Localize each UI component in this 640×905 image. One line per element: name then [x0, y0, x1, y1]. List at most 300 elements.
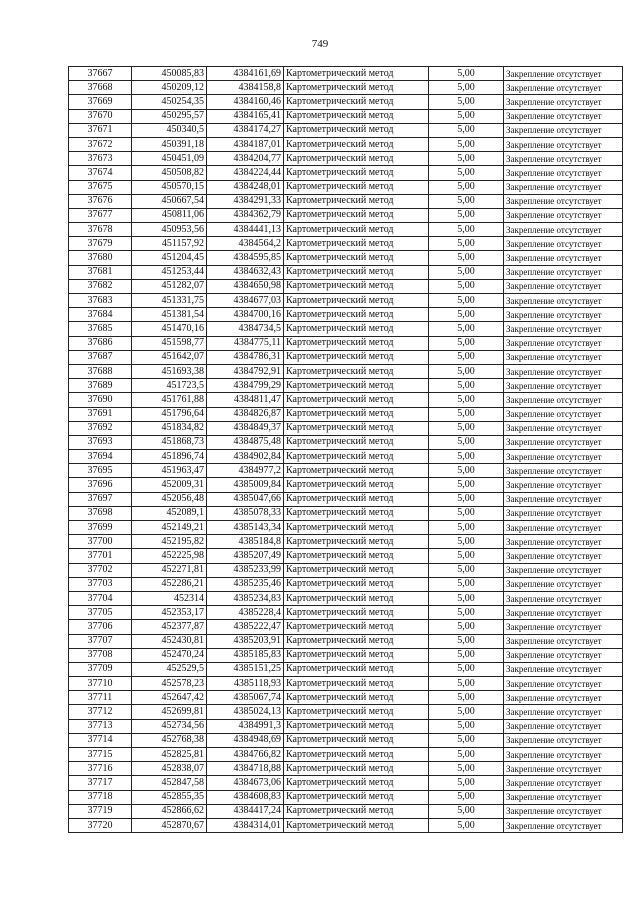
method-cell: Картометрический метод — [284, 620, 429, 634]
method-cell: Картометрический метод — [284, 180, 429, 194]
point-number-cell: 37706 — [69, 620, 132, 634]
y-coordinate-cell: 4384700,16 — [207, 308, 284, 322]
y-coordinate-cell: 4384811,47 — [207, 393, 284, 407]
y-coordinate-cell: 4384632,43 — [207, 265, 284, 279]
table-row — [69, 535, 623, 549]
x-coordinate-cell: 452768,38 — [132, 733, 207, 747]
point-number-cell: 37696 — [69, 478, 132, 492]
point-number-cell: 37685 — [69, 322, 132, 336]
method-cell: Картометрический метод — [284, 577, 429, 591]
point-number-cell: 37683 — [69, 294, 132, 308]
x-coordinate-cell: 452866,62 — [132, 804, 207, 818]
method-cell: Картометрический метод — [284, 379, 429, 393]
table-row — [69, 294, 623, 308]
point-number-cell: 37667 — [69, 67, 132, 81]
table-row — [69, 620, 623, 634]
accuracy-cell: 5,00 — [429, 776, 504, 790]
table-row — [69, 549, 623, 563]
method-cell: Картометрический метод — [284, 535, 429, 549]
y-coordinate-cell: 4384595,85 — [207, 251, 284, 265]
point-number-cell: 37690 — [69, 393, 132, 407]
y-coordinate-cell: 4384160,46 — [207, 95, 284, 109]
accuracy-cell: 5,00 — [429, 152, 504, 166]
table-row — [69, 279, 623, 293]
method-cell: Картометрический метод — [284, 790, 429, 804]
method-cell: Картометрический метод — [284, 194, 429, 208]
fixation-cell: Закрепление отсутствует — [504, 563, 623, 577]
accuracy-cell: 5,00 — [429, 322, 504, 336]
fixation-cell: Закрепление отсутствует — [504, 662, 623, 676]
method-cell: Картометрический метод — [284, 208, 429, 222]
accuracy-cell: 5,00 — [429, 691, 504, 705]
table-row — [69, 194, 623, 208]
x-coordinate-cell: 452870,67 — [132, 818, 207, 832]
fixation-cell: Закрепление отсутствует — [504, 818, 623, 832]
fixation-cell: Закрепление отсутствует — [504, 790, 623, 804]
table-row — [69, 748, 623, 762]
point-number-cell: 37670 — [69, 109, 132, 123]
x-coordinate-cell: 452847,58 — [132, 776, 207, 790]
x-coordinate-cell: 452838,07 — [132, 762, 207, 776]
fixation-cell: Закрепление отсутствует — [504, 677, 623, 691]
point-number-cell: 37672 — [69, 137, 132, 151]
y-coordinate-cell: 4385222,47 — [207, 620, 284, 634]
x-coordinate-cell: 451282,07 — [132, 279, 207, 293]
fixation-cell: Закрепление отсутствует — [504, 691, 623, 705]
x-coordinate-cell: 452470,24 — [132, 648, 207, 662]
x-coordinate-cell: 452529,5 — [132, 662, 207, 676]
fixation-cell: Закрепление отсутствует — [504, 535, 623, 549]
fixation-cell: Закрепление отсутствует — [504, 279, 623, 293]
point-number-cell: 37719 — [69, 804, 132, 818]
accuracy-cell: 5,00 — [429, 237, 504, 251]
x-coordinate-cell: 452578,23 — [132, 677, 207, 691]
accuracy-cell: 5,00 — [429, 336, 504, 350]
table-row — [69, 336, 623, 350]
accuracy-cell: 5,00 — [429, 648, 504, 662]
fixation-cell: Закрепление отсутствует — [504, 606, 623, 620]
method-cell: Картометрический метод — [284, 733, 429, 747]
table-row — [69, 322, 623, 336]
method-cell: Картометрический метод — [284, 804, 429, 818]
y-coordinate-cell: 4384875,48 — [207, 435, 284, 449]
fixation-cell: Закрепление отсутствует — [504, 804, 623, 818]
method-cell: Картометрический метод — [284, 662, 429, 676]
accuracy-cell: 5,00 — [429, 677, 504, 691]
x-coordinate-cell: 451331,75 — [132, 294, 207, 308]
table-row — [69, 677, 623, 691]
fixation-cell: Закрепление отсутствует — [504, 748, 623, 762]
fixation-cell: Закрепление отсутствует — [504, 251, 623, 265]
y-coordinate-cell: 4384775,11 — [207, 336, 284, 350]
point-number-cell: 37674 — [69, 166, 132, 180]
fixation-cell: Закрепление отсутствует — [504, 322, 623, 336]
method-cell: Картометрический метод — [284, 421, 429, 435]
x-coordinate-cell: 450295,57 — [132, 109, 207, 123]
method-cell: Картометрический метод — [284, 464, 429, 478]
fixation-cell: Закрепление отсутствует — [504, 620, 623, 634]
y-coordinate-cell: 4384977,2 — [207, 464, 284, 478]
x-coordinate-cell: 450953,56 — [132, 223, 207, 237]
table-row — [69, 265, 623, 279]
y-coordinate-cell: 4385024,13 — [207, 705, 284, 719]
y-coordinate-cell: 4385047,66 — [207, 492, 284, 506]
table-row — [69, 152, 623, 166]
x-coordinate-cell: 452271,81 — [132, 563, 207, 577]
method-cell: Картометрический метод — [284, 762, 429, 776]
table-row — [69, 379, 623, 393]
x-coordinate-cell: 450085,83 — [132, 67, 207, 81]
method-cell: Картометрический метод — [284, 521, 429, 535]
point-number-cell: 37710 — [69, 677, 132, 691]
method-cell: Картометрический метод — [284, 137, 429, 151]
accuracy-cell: 5,00 — [429, 762, 504, 776]
point-number-cell: 37695 — [69, 464, 132, 478]
accuracy-cell: 5,00 — [429, 563, 504, 577]
point-number-cell: 37712 — [69, 705, 132, 719]
x-coordinate-cell: 451723,5 — [132, 379, 207, 393]
table-row — [69, 109, 623, 123]
fixation-cell: Закрепление отсутствует — [504, 308, 623, 322]
y-coordinate-cell: 4384650,98 — [207, 279, 284, 293]
x-coordinate-cell: 452314 — [132, 591, 207, 605]
fixation-cell: Закрепление отсутствует — [504, 506, 623, 520]
fixation-cell: Закрепление отсутствует — [504, 478, 623, 492]
fixation-cell: Закрепление отсутствует — [504, 180, 623, 194]
method-cell: Картометрический метод — [284, 478, 429, 492]
x-coordinate-cell: 452430,81 — [132, 634, 207, 648]
table-row — [69, 350, 623, 364]
point-number-cell: 37713 — [69, 719, 132, 733]
method-cell: Картометрический метод — [284, 223, 429, 237]
accuracy-cell: 5,00 — [429, 421, 504, 435]
point-number-cell: 37692 — [69, 421, 132, 435]
x-coordinate-cell: 451598,77 — [132, 336, 207, 350]
accuracy-cell: 5,00 — [429, 535, 504, 549]
y-coordinate-cell: 4385185,83 — [207, 648, 284, 662]
fixation-cell: Закрепление отсутствует — [504, 421, 623, 435]
accuracy-cell: 5,00 — [429, 606, 504, 620]
point-number-cell: 37687 — [69, 350, 132, 364]
table-row — [69, 67, 623, 81]
point-number-cell: 37678 — [69, 223, 132, 237]
table-row — [69, 421, 623, 435]
method-cell: Картометрический метод — [284, 634, 429, 648]
y-coordinate-cell: 4385235,46 — [207, 577, 284, 591]
table-row — [69, 166, 623, 180]
fixation-cell: Закрепление отсутствует — [504, 166, 623, 180]
accuracy-cell: 5,00 — [429, 379, 504, 393]
x-coordinate-cell: 451796,64 — [132, 407, 207, 421]
accuracy-cell: 5,00 — [429, 109, 504, 123]
table-row — [69, 308, 623, 322]
y-coordinate-cell: 4384734,5 — [207, 322, 284, 336]
y-coordinate-cell: 4384673,06 — [207, 776, 284, 790]
point-number-cell: 37717 — [69, 776, 132, 790]
accuracy-cell: 5,00 — [429, 364, 504, 378]
x-coordinate-cell: 452195,82 — [132, 535, 207, 549]
method-cell: Картометрический метод — [284, 677, 429, 691]
accuracy-cell: 5,00 — [429, 208, 504, 222]
point-number-cell: 37701 — [69, 549, 132, 563]
y-coordinate-cell: 4385207,49 — [207, 549, 284, 563]
method-cell: Картометрический метод — [284, 492, 429, 506]
method-cell: Картометрический метод — [284, 152, 429, 166]
y-coordinate-cell: 4384187,01 — [207, 137, 284, 151]
x-coordinate-cell: 450811,06 — [132, 208, 207, 222]
table-row — [69, 506, 623, 520]
y-coordinate-cell: 4384165,41 — [207, 109, 284, 123]
y-coordinate-cell: 4384291,33 — [207, 194, 284, 208]
point-number-cell: 37705 — [69, 606, 132, 620]
y-coordinate-cell: 4384766,82 — [207, 748, 284, 762]
y-coordinate-cell: 4385009,84 — [207, 478, 284, 492]
accuracy-cell: 5,00 — [429, 634, 504, 648]
point-number-cell: 37707 — [69, 634, 132, 648]
x-coordinate-cell: 452377,87 — [132, 620, 207, 634]
accuracy-cell: 5,00 — [429, 804, 504, 818]
x-coordinate-cell: 452056,48 — [132, 492, 207, 506]
y-coordinate-cell: 4384248,01 — [207, 180, 284, 194]
fixation-cell: Закрепление отсутствует — [504, 464, 623, 478]
table-row — [69, 521, 623, 535]
fixation-cell: Закрепление отсутствует — [504, 237, 623, 251]
fixation-cell: Закрепление отсутствует — [504, 194, 623, 208]
table-row — [69, 208, 623, 222]
page-number: 749 — [311, 38, 329, 50]
accuracy-cell: 5,00 — [429, 137, 504, 151]
point-number-cell: 37688 — [69, 364, 132, 378]
fixation-cell: Закрепление отсутствует — [504, 67, 623, 81]
x-coordinate-cell: 452825,81 — [132, 748, 207, 762]
y-coordinate-cell: 4384174,27 — [207, 123, 284, 137]
x-coordinate-cell: 452149,21 — [132, 521, 207, 535]
y-coordinate-cell: 4384826,87 — [207, 407, 284, 421]
table-row — [69, 648, 623, 662]
table-row — [69, 407, 623, 421]
x-coordinate-cell: 452009,31 — [132, 478, 207, 492]
fixation-cell: Закрепление отсутствует — [504, 435, 623, 449]
method-cell: Картометрический метод — [284, 691, 429, 705]
point-number-cell: 37680 — [69, 251, 132, 265]
x-coordinate-cell: 450667,54 — [132, 194, 207, 208]
x-coordinate-cell: 450209,12 — [132, 81, 207, 95]
y-coordinate-cell: 4385151,25 — [207, 662, 284, 676]
table-row — [69, 123, 623, 137]
fixation-cell: Закрепление отсутствует — [504, 450, 623, 464]
method-cell: Картометрический метод — [284, 308, 429, 322]
method-cell: Картометрический метод — [284, 364, 429, 378]
y-coordinate-cell: 4384362,79 — [207, 208, 284, 222]
point-number-cell: 37673 — [69, 152, 132, 166]
accuracy-cell: 5,00 — [429, 67, 504, 81]
method-cell: Картометрический метод — [284, 265, 429, 279]
point-number-cell: 37669 — [69, 95, 132, 109]
x-coordinate-cell: 451963,47 — [132, 464, 207, 478]
method-cell: Картометрический метод — [284, 350, 429, 364]
fixation-cell: Закрепление отсутствует — [504, 123, 623, 137]
point-number-cell: 37711 — [69, 691, 132, 705]
table-row — [69, 464, 623, 478]
method-cell: Картометрический метод — [284, 450, 429, 464]
coordinates-table — [68, 66, 623, 833]
fixation-cell: Закрепление отсутствует — [504, 719, 623, 733]
point-number-cell: 37691 — [69, 407, 132, 421]
table-row — [69, 478, 623, 492]
method-cell: Картометрический метод — [284, 251, 429, 265]
point-number-cell: 37697 — [69, 492, 132, 506]
fixation-cell: Закрепление отсутствует — [504, 379, 623, 393]
x-coordinate-cell: 452734,56 — [132, 719, 207, 733]
y-coordinate-cell: 4385067,74 — [207, 691, 284, 705]
table-row — [69, 237, 623, 251]
accuracy-cell: 5,00 — [429, 620, 504, 634]
x-coordinate-cell: 452286,21 — [132, 577, 207, 591]
accuracy-cell: 5,00 — [429, 506, 504, 520]
x-coordinate-cell: 451761,88 — [132, 393, 207, 407]
accuracy-cell: 5,00 — [429, 577, 504, 591]
fixation-cell: Закрепление отсутствует — [504, 152, 623, 166]
point-number-cell: 37679 — [69, 237, 132, 251]
x-coordinate-cell: 452647,42 — [132, 691, 207, 705]
point-number-cell: 37675 — [69, 180, 132, 194]
x-coordinate-cell: 451381,54 — [132, 308, 207, 322]
fixation-cell: Закрепление отсутствует — [504, 95, 623, 109]
point-number-cell: 37702 — [69, 563, 132, 577]
point-number-cell: 37716 — [69, 762, 132, 776]
y-coordinate-cell: 4384608,83 — [207, 790, 284, 804]
table-row — [69, 223, 623, 237]
fixation-cell: Закрепление отсутствует — [504, 350, 623, 364]
fixation-cell: Закрепление отсутствует — [504, 223, 623, 237]
fixation-cell: Закрепление отсутствует — [504, 521, 623, 535]
accuracy-cell: 5,00 — [429, 549, 504, 563]
x-coordinate-cell: 452353,17 — [132, 606, 207, 620]
fixation-cell: Закрепление отсутствует — [504, 294, 623, 308]
table-row — [69, 705, 623, 719]
x-coordinate-cell: 452699,81 — [132, 705, 207, 719]
y-coordinate-cell: 4385234,83 — [207, 591, 284, 605]
x-coordinate-cell: 450254,35 — [132, 95, 207, 109]
point-number-cell: 37693 — [69, 435, 132, 449]
accuracy-cell: 5,00 — [429, 393, 504, 407]
fixation-cell: Закрепление отсутствует — [504, 762, 623, 776]
fixation-cell: Закрепление отсутствует — [504, 81, 623, 95]
y-coordinate-cell: 4384799,29 — [207, 379, 284, 393]
table-row — [69, 804, 623, 818]
point-number-cell: 37709 — [69, 662, 132, 676]
point-number-cell: 37681 — [69, 265, 132, 279]
table-row — [69, 591, 623, 605]
y-coordinate-cell: 4384158,8 — [207, 81, 284, 95]
accuracy-cell: 5,00 — [429, 818, 504, 832]
y-coordinate-cell: 4384161,69 — [207, 67, 284, 81]
fixation-cell: Закрепление отсутствует — [504, 364, 623, 378]
fixation-cell: Закрепление отсутствует — [504, 265, 623, 279]
accuracy-cell: 5,00 — [429, 435, 504, 449]
x-coordinate-cell: 451470,16 — [132, 322, 207, 336]
point-number-cell: 37671 — [69, 123, 132, 137]
accuracy-cell: 5,00 — [429, 733, 504, 747]
accuracy-cell: 5,00 — [429, 180, 504, 194]
table-row — [69, 719, 623, 733]
x-coordinate-cell: 450391,18 — [132, 137, 207, 151]
point-number-cell: 37715 — [69, 748, 132, 762]
point-number-cell: 37703 — [69, 577, 132, 591]
table-row — [69, 180, 623, 194]
table-row — [69, 733, 623, 747]
table-row — [69, 790, 623, 804]
fixation-cell: Закрепление отсутствует — [504, 634, 623, 648]
fixation-cell: Закрепление отсутствует — [504, 407, 623, 421]
accuracy-cell: 5,00 — [429, 464, 504, 478]
table-row — [69, 577, 623, 591]
method-cell: Картометрический метод — [284, 818, 429, 832]
x-coordinate-cell: 451157,92 — [132, 237, 207, 251]
method-cell: Картометрический метод — [284, 336, 429, 350]
method-cell: Картометрический метод — [284, 648, 429, 662]
x-coordinate-cell: 451253,44 — [132, 265, 207, 279]
y-coordinate-cell: 4384948,69 — [207, 733, 284, 747]
method-cell: Картометрический метод — [284, 67, 429, 81]
accuracy-cell: 5,00 — [429, 450, 504, 464]
method-cell: Картометрический метод — [284, 776, 429, 790]
method-cell: Картометрический метод — [284, 407, 429, 421]
accuracy-cell: 5,00 — [429, 350, 504, 364]
accuracy-cell: 5,00 — [429, 81, 504, 95]
y-coordinate-cell: 4384224,44 — [207, 166, 284, 180]
method-cell: Картометрический метод — [284, 563, 429, 577]
method-cell: Картометрический метод — [284, 95, 429, 109]
accuracy-cell: 5,00 — [429, 194, 504, 208]
accuracy-cell: 5,00 — [429, 662, 504, 676]
accuracy-cell: 5,00 — [429, 591, 504, 605]
accuracy-cell: 5,00 — [429, 478, 504, 492]
point-number-cell: 37682 — [69, 279, 132, 293]
y-coordinate-cell: 4384902,84 — [207, 450, 284, 464]
point-number-cell: 37704 — [69, 591, 132, 605]
table-row — [69, 435, 623, 449]
point-number-cell: 37668 — [69, 81, 132, 95]
table-row — [69, 606, 623, 620]
y-coordinate-cell: 4384786,31 — [207, 350, 284, 364]
accuracy-cell: 5,00 — [429, 407, 504, 421]
y-coordinate-cell: 4385184,8 — [207, 535, 284, 549]
table-row — [69, 563, 623, 577]
fixation-cell: Закрепление отсутствует — [504, 336, 623, 350]
accuracy-cell: 5,00 — [429, 123, 504, 137]
fixation-cell: Закрепление отсутствует — [504, 208, 623, 222]
accuracy-cell: 5,00 — [429, 251, 504, 265]
method-cell: Картометрический метод — [284, 591, 429, 605]
method-cell: Картометрический метод — [284, 294, 429, 308]
table-row — [69, 81, 623, 95]
method-cell: Картометрический метод — [284, 748, 429, 762]
method-cell: Картометрический метод — [284, 81, 429, 95]
accuracy-cell: 5,00 — [429, 279, 504, 293]
x-coordinate-cell: 450340,5 — [132, 123, 207, 137]
table-row — [69, 776, 623, 790]
x-coordinate-cell: 451896,74 — [132, 450, 207, 464]
point-number-cell: 37720 — [69, 818, 132, 832]
x-coordinate-cell: 451693,38 — [132, 364, 207, 378]
y-coordinate-cell: 4384417,24 — [207, 804, 284, 818]
x-coordinate-cell: 451834,82 — [132, 421, 207, 435]
fixation-cell: Закрепление отсутствует — [504, 591, 623, 605]
y-coordinate-cell: 4385143,34 — [207, 521, 284, 535]
y-coordinate-cell: 4384564,2 — [207, 237, 284, 251]
y-coordinate-cell: 4384204,77 — [207, 152, 284, 166]
